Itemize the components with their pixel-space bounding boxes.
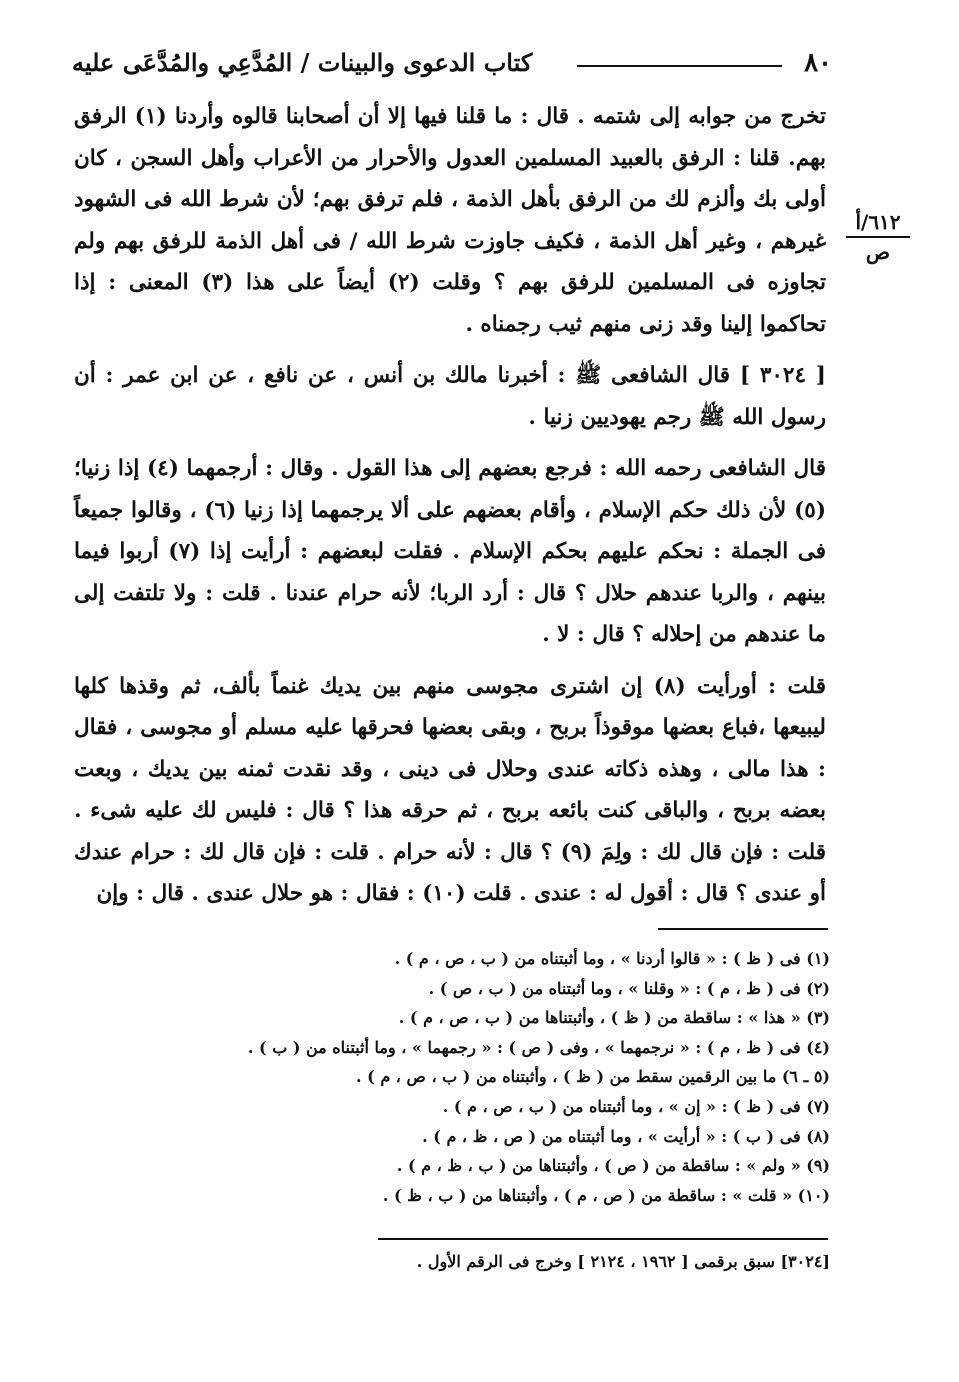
footnotes [200, 944, 830, 1210]
footnote: (٤) فى ( ظ ، م ) : « نرجمهما » ، وفى ( ص ) : « رجمهما » ، وما أثبتناه من ( ب ) . [247, 1037, 830, 1057]
footnote: (٨) فى ( ب ) : « أرأيت » ، وما أثبتناه من ( ص ، ظ ، م ) . [422, 1126, 830, 1146]
source-separator [378, 1238, 828, 1240]
manuscript-margin-note [846, 210, 910, 264]
paragraph: تخرج من جوابه إلى شتمه . قال : ما قلنا فيها إلا أن أصحابنا قالوه وأردنا (١) الرفق بهم. قلنا : الرفق بالعبيد المسلمين العدول والأحرار من الأعراب وأهل السجن ، كان أولى بك وألزم لك من الرفق بأهل الذمة ، فلم ترفق بهم؛ لأن شرط الله فى الشهود غيرهم ، وغير أهل الذمة ، فكيف جاوزت شرط الله / فى أهل الذمة للرفق بهم ولم تجاوزه فى المسلمين للرفق بهم ؟ وقلت (٢) أيضاً على هذا (٣) المعنى : إذا تحاكموا إلينا وقد زنى منهم ثيب رجمناه . [74, 104, 826, 337]
margin-folio-ref: ٦١٢/أ [846, 210, 910, 238]
paragraph: قلت : أورأيت (٨) إن اشترى مجوسى منهم بين يديك غنماً بألف، ثم وقذها كلها ليبيعها ،فباع بعضها موقوذاً بربح ، وبقى بعضها فحرقها عليه مسلم أو مجوسى ، فقال : هذا مالى ، وهذه ذكاته عندى وحلال فى دينى ، وقد نقدت ثمنه بين يديك ، وبعت بعضه بربح ، والباقى كنت بائعه بربح ، ثم حرقه هذا ؟ قال : فليس لك عليه شىء . قلت : فإن قال لك : ولِمَ (٩) ؟ قال : لأنه حرام . قلت : فإن قال لك : حرام عندك أو عندى ؟ قال : أقول له : عندى . قلت (١٠) : فقال : هو حلال عندى . قال : وإن [74, 673, 826, 906]
footnote: (١) فى ( ظ ) : « قالوا أردنا » ، وما أثبتناه من ( ب ، ص ، م ) . [394, 949, 830, 968]
footnote: (١٠) « قلت » : ساقطة من ( ص ، م ) ، وأثبتناها من ( ب ، ظ ) . [382, 1185, 830, 1205]
footnote: (٩) « ولم » : ساقطة من ( ص ) ، وأثبتناها من ( ب ، ظ ، م ) . [396, 1156, 830, 1176]
footnote: (٥ ـ ٦) ما بين الرقمين سقط من ( ظ ) ، وأثبتناه من ( ب ، ص ، م ) . [356, 1067, 830, 1087]
footnote: (٧) فى ( ظ ) : « إن » ، وما أثبتناه من ( ب ، ص ، م ) . [442, 1096, 830, 1116]
running-title: كتاب الدعوى والبينات / المُدَّعِي والمُدَّعَى عليه [72, 48, 533, 77]
page-header [72, 44, 832, 84]
page-number: ٨٠ [804, 48, 832, 78]
footnote: (٢) فى ( ظ ، م ) : « وقلنا » ، وما أثبتناه من ( ب ، ص ) . [428, 978, 830, 998]
margin-manuscript-siglum: ص [865, 240, 891, 264]
main-text [74, 96, 826, 925]
header-rule [577, 65, 782, 67]
paragraph: قال الشافعى رحمه الله : فرجع بعضهم إلى هذا القول . وقال : أرجمهما (٤) إذا زنيا؛ (٥) لأن ذلك حكم الإسلام ، وأقام بعضهم على ألا يرجمهما إذا زنيا (٦) ، وقالوا جميعاً فى الجملة : نحكم عليهم بحكم الإسلام . فقلت لبعضهم : أرأيت إذا (٧) أربوا فيما بينهم ، والربا عندهم حلال ؟ قال : أرد الربا؛ لأنه حرام عندنا . قلت : ولا تلتفت إلى ما عندهم من إحلاله ؟ قال : لا . [74, 456, 826, 647]
footnote-separator [658, 928, 828, 930]
hadith-paragraph: [ ٣٠٢٤ ] قال الشافعى ﷺ : أخبرنا مالك بن أنس ، عن نافع ، عن ابن عمر : أن رسول الله ﷺ رجم يهوديين زنيا . [74, 363, 826, 430]
source-note: [٣٠٢٤] سبق برقمى [ ١٩٦٢ ، ٢١٢٤ ] وخرج فى الرقم الأول . [416, 1252, 830, 1271]
footnote: (٣) « هذا » : ساقطة من ( ظ ) ، وأثبتناها من ( ب ، ص ، م ) . [398, 1008, 830, 1028]
